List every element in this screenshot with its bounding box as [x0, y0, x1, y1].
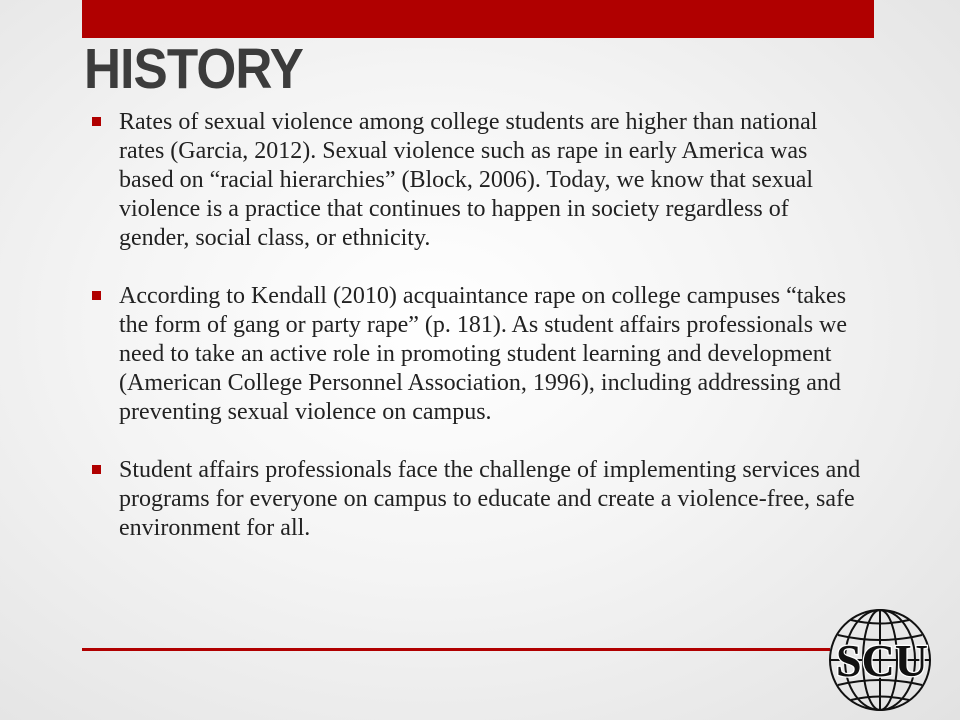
square-bullet-icon — [92, 117, 101, 126]
bullet-text: According to Kendall (2010) acquaintance rape on college campuses “takes the form of gang or party rape” (p. 181). As student affairs professionals we need to take an active role in promoting student learning and development (American College Personnel Association, 1996), including addressing and preventing sexual violence on campus. — [119, 283, 848, 425]
bullet-text: Rates of sexual violence among college students are higher than national rates (Garcia, 2012). Sexual violence such as rape in early America was based on “racial hierarchies” (Block, 2006). Today, we know that sexual violence is a practice that continues to happen in society regardless of gender, social class, or ethnicity. — [119, 109, 818, 251]
square-bullet-icon — [92, 291, 101, 300]
bullet-item — [92, 108, 862, 253]
top-accent-bar — [82, 0, 874, 38]
slide-title: HISTORY — [84, 37, 303, 101]
bullet-item — [92, 282, 862, 427]
logo-text: SCU — [835, 635, 929, 686]
bullet-item — [92, 456, 862, 543]
bullet-list — [92, 108, 862, 543]
globe-icon — [822, 604, 942, 714]
square-bullet-icon — [92, 465, 101, 474]
scu-logo — [822, 604, 942, 714]
bullet-text: Student affairs professionals face the challenge of implementing services and programs for everyone on campus to educate and create a violence-free, safe environment for all. — [119, 457, 861, 541]
bottom-accent-line — [82, 648, 830, 651]
